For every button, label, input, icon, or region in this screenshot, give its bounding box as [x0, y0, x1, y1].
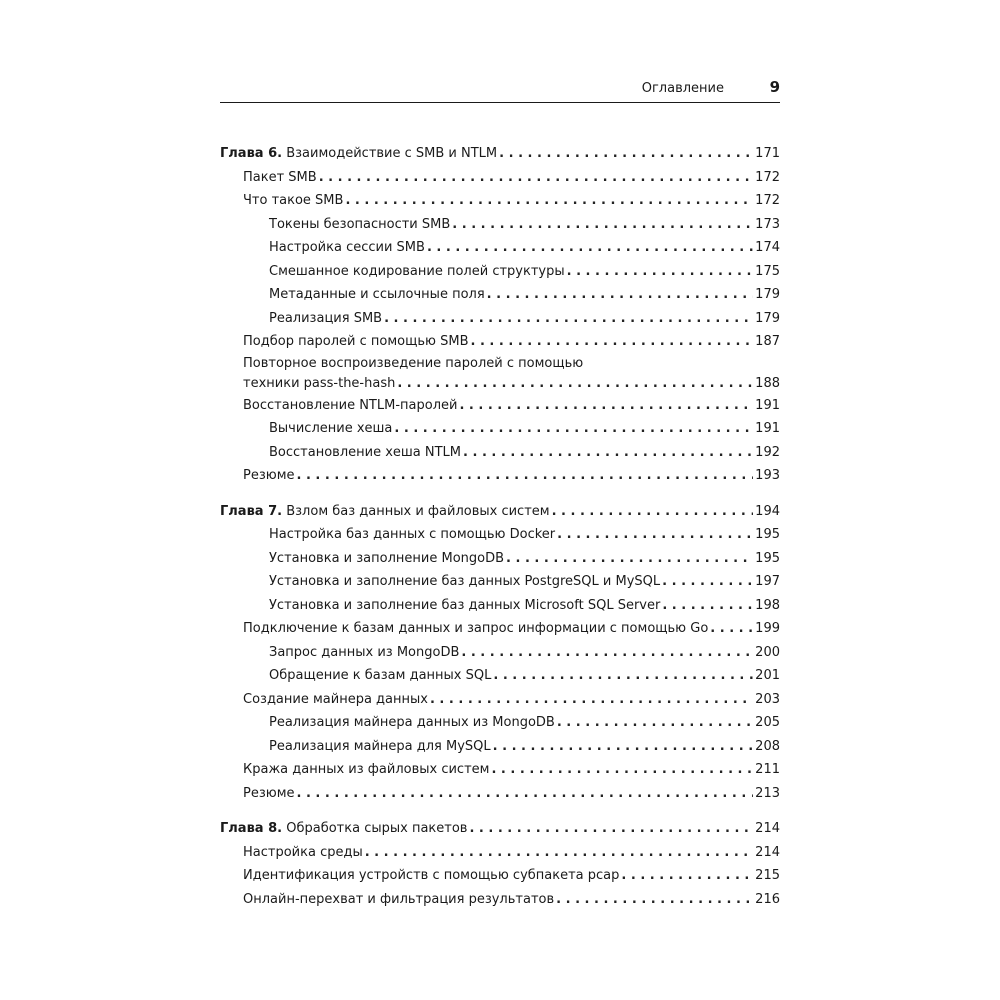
toc-entry-text: Подключение к базам данных и запрос информации с помощью Go — [243, 621, 709, 636]
dot-leader — [493, 735, 754, 759]
toc-page-number: 198 — [755, 597, 780, 613]
toc-chapter-entry — [220, 817, 780, 841]
toc-entry — [220, 417, 780, 441]
toc-entry — [220, 617, 780, 641]
dot-leader — [567, 260, 754, 284]
dot-leader — [469, 817, 753, 841]
toc-entry — [220, 688, 780, 712]
toc-page-number: 179 — [755, 310, 780, 326]
toc-entry — [220, 166, 780, 190]
toc-entry — [220, 864, 780, 888]
toc-entry-text: Восстановление хеша NTLM — [269, 444, 462, 460]
dot-leader — [710, 617, 753, 641]
toc-entry-text: Создание майнера данных — [243, 691, 428, 707]
dot-leader — [297, 464, 754, 488]
toc-entry-title-line1: Повторное воспроизведение паролей с помощью — [243, 355, 584, 371]
toc-entry-text: Смешанное кодирование полей структуры — [269, 263, 565, 279]
toc-page-number: 203 — [755, 691, 780, 707]
toc-page-number: 197 — [755, 574, 780, 589]
toc-entry-text: Запрос данных из MongoDB — [269, 644, 460, 660]
toc-entry-text: Настройка среды — [243, 844, 363, 860]
toc-entry — [220, 307, 780, 331]
toc-entry-text: Онлайн-перехват и фильтрация результатов — [243, 891, 555, 907]
toc-entry — [220, 782, 780, 806]
toc-entry-title — [269, 547, 504, 571]
toc-entry-title — [243, 782, 295, 806]
toc-entry — [220, 394, 780, 418]
table-of-contents — [220, 142, 780, 911]
toc-entry-title — [269, 307, 382, 331]
toc-page-number: 199 — [755, 621, 780, 636]
toc-entry — [220, 374, 780, 394]
toc-entry — [220, 641, 780, 665]
dot-leader — [471, 330, 754, 354]
toc-entry — [220, 841, 780, 865]
toc-entry — [220, 464, 780, 488]
toc-entry — [220, 711, 780, 735]
toc-entry-text: Установка и заполнение баз данных Microsoft SQL Server — [269, 597, 661, 613]
toc-page-number: 194 — [755, 503, 780, 519]
dot-leader — [297, 782, 754, 806]
toc-page-number: 171 — [755, 146, 780, 161]
toc-entry — [220, 735, 780, 759]
toc-entry — [220, 213, 780, 237]
dot-leader — [384, 307, 753, 331]
toc-entry-text: Настройка сессии SMB — [269, 240, 425, 255]
toc-entry-title — [269, 711, 555, 735]
toc-entry-multiline — [220, 354, 780, 394]
toc-entry-text: Пакет SMB — [243, 169, 317, 185]
toc-page-number: 215 — [755, 868, 780, 883]
toc-entry-title — [243, 374, 395, 394]
toc-entry-title — [269, 735, 491, 759]
toc-page-number: 200 — [755, 644, 780, 660]
chapter-number: Глава 7. — [220, 503, 283, 519]
toc-page-number: 172 — [755, 193, 780, 208]
toc-entry — [220, 570, 780, 594]
toc-page-number: 195 — [755, 550, 780, 566]
toc-entry-title — [269, 260, 565, 284]
header-title: Оглавление — [641, 81, 724, 96]
toc-entry-title — [269, 594, 660, 618]
toc-entry-text: Резюме — [243, 468, 295, 483]
toc-entry-title — [243, 330, 469, 354]
toc-page-number: 191 — [755, 397, 780, 413]
toc-page-number: 213 — [755, 785, 780, 801]
toc-entry-text: Резюме — [243, 785, 295, 801]
dot-leader — [557, 711, 753, 735]
dot-leader — [556, 888, 753, 912]
toc-page-number: 195 — [755, 527, 780, 542]
toc-entry-title — [243, 888, 554, 912]
dot-leader — [394, 417, 753, 441]
toc-page-number: 214 — [755, 821, 780, 836]
toc-page-number: 187 — [755, 334, 780, 349]
toc-entry-title — [269, 283, 485, 307]
toc-entry — [220, 664, 780, 688]
dot-leader — [621, 864, 753, 888]
toc-entry-title — [243, 841, 363, 865]
toc-entry-text: Идентификация устройств с помощью субпакета pcap — [243, 868, 620, 883]
dot-leader — [427, 236, 753, 260]
toc-entry-text: Подбор паролей с помощью SMB — [243, 334, 469, 349]
toc-entry-text: Установка и заполнение MongoDB — [269, 550, 505, 566]
dot-leader — [552, 500, 754, 524]
toc-entry-title — [269, 641, 459, 665]
toc-entry-title — [269, 441, 461, 465]
toc-entry-text: Токены безопасности SMB — [269, 216, 451, 232]
toc-entry — [220, 758, 780, 782]
dot-leader — [506, 547, 753, 571]
dot-leader — [662, 570, 753, 594]
page-number: 9 — [769, 78, 780, 96]
toc-entry — [220, 594, 780, 618]
toc-page-number: 193 — [755, 468, 780, 483]
toc-entry-text: Настройка баз данных с помощью Docker — [269, 527, 556, 542]
dot-leader — [461, 641, 753, 665]
toc-entry-text: Вычисление хеша — [269, 421, 393, 436]
dot-leader — [365, 841, 753, 865]
dot-leader — [463, 441, 753, 465]
toc-entry-text: Реализация SMB — [269, 310, 383, 326]
toc-entry-title — [269, 664, 491, 688]
toc-entry-text: Взлом баз данных и файловых систем — [282, 503, 550, 519]
toc-entry-title — [243, 189, 343, 213]
toc-page-number: 173 — [755, 216, 780, 232]
toc-entry-title — [243, 166, 317, 190]
toc-entry — [220, 330, 780, 354]
toc-entry — [220, 260, 780, 284]
toc-entry-title — [243, 464, 295, 488]
toc-page-number: 216 — [755, 891, 780, 907]
toc-entry-text: Что такое SMB — [243, 193, 344, 208]
dot-leader — [557, 523, 753, 547]
toc-entry — [220, 523, 780, 547]
toc-entry-text: Восстановление NTLM-паролей — [243, 397, 458, 413]
dot-leader — [491, 758, 753, 782]
toc-entry-title — [243, 617, 708, 641]
toc-entry-title — [243, 758, 489, 782]
toc-entry-text: Метаданные и ссылочные поля — [269, 287, 485, 302]
toc-chapter-entry — [220, 142, 780, 166]
toc-entry-text: техники pass-the-hash — [243, 375, 396, 391]
toc-entry-title — [269, 417, 392, 441]
toc-entry-text: Реализация майнера данных из MongoDB — [269, 715, 555, 730]
toc-entry-text: Взаимодействие с SMB и NTLM — [282, 146, 498, 161]
chapter-number: Глава 6. — [220, 146, 283, 161]
toc-page-number: 188 — [755, 375, 780, 391]
dot-leader — [430, 688, 753, 712]
toc-entry-title — [269, 523, 555, 547]
toc-page-number: 175 — [755, 263, 780, 279]
toc-page-number: 191 — [755, 421, 780, 436]
toc-entry-title — [269, 213, 450, 237]
toc-page-number: 214 — [755, 844, 780, 860]
toc-entry-text: Установка и заполнение баз данных PostgreSQL и MySQL — [269, 574, 661, 589]
toc-page-number: 192 — [755, 444, 780, 460]
toc-page-number: 179 — [755, 287, 780, 302]
dot-leader — [452, 213, 753, 237]
toc-entry-title — [269, 570, 660, 594]
dot-leader — [487, 283, 754, 307]
toc-entry-title — [220, 500, 550, 524]
toc-page-number: 205 — [755, 715, 780, 730]
toc-entry — [220, 189, 780, 213]
toc-entry — [220, 888, 780, 912]
running-header — [220, 78, 780, 103]
toc-entry-text: Кража данных из файловых систем — [243, 762, 490, 777]
toc-entry-text: Обращение к базам данных SQL — [269, 668, 492, 683]
toc-entry-text: Обработка сырых пакетов — [282, 821, 468, 836]
dot-leader — [459, 394, 753, 418]
dot-leader — [319, 166, 753, 190]
toc-page-number: 211 — [755, 762, 780, 777]
toc-entry — [220, 547, 780, 571]
toc-entry-title — [220, 817, 467, 841]
dot-leader — [499, 142, 753, 166]
toc-page-number: 208 — [755, 738, 780, 754]
toc-chapter-entry — [220, 500, 780, 524]
toc-entry — [220, 441, 780, 465]
toc-page-number: 174 — [755, 240, 780, 255]
toc-entry-text: Реализация майнера для MySQL — [269, 738, 491, 754]
toc-entry-title — [269, 236, 425, 260]
dot-leader — [345, 189, 753, 213]
toc-entry-title — [243, 688, 428, 712]
dot-leader — [662, 594, 753, 618]
toc-entry-title — [243, 394, 457, 418]
toc-entry — [220, 283, 780, 307]
toc-entry — [220, 236, 780, 260]
toc-page-number: 172 — [755, 169, 780, 185]
toc-entry-title — [243, 864, 619, 888]
toc-entry-title — [220, 142, 497, 166]
chapter-number: Глава 8. — [220, 821, 283, 836]
toc-page-number: 201 — [755, 668, 780, 683]
dot-leader — [397, 374, 753, 394]
dot-leader — [493, 664, 753, 688]
